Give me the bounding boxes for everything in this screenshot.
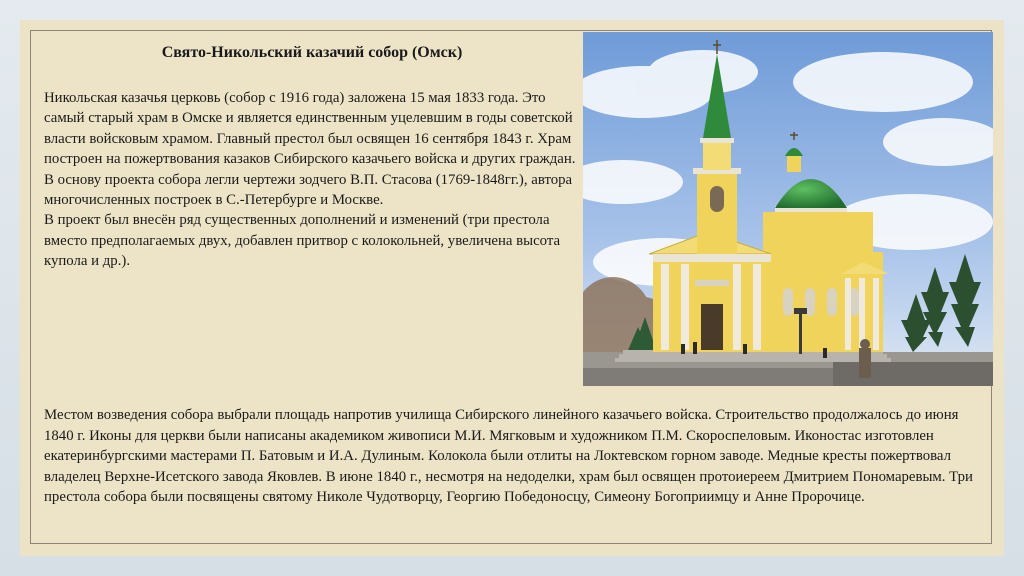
intro-line-3: В проект был внесён ряд существенных дополнений и изменений (три престола вместо предполагаемых двух, добавлен притвор с колокольней, увеличена высота купола и др.). <box>44 212 561 270</box>
intro-line-2: В основу проекта собора легли чертежи зодчего В.П. Стасова (1769-1848гг.), автора многочисленных построек в С.-Петербурге и Москве. <box>44 171 573 209</box>
history-paragraph: Местом возведения собора выбрали площадь напротив училища Сибирского линейного казачьего войска. Строительство продолжалось до июня 1840 г. Иконы для церкви были написаны академиком живописи М.И. Мягковым и художником П.М. Скороспеловым. Иконостас изготовлен екатеринбургскими мастерами П. Батовым и И.А. Дулиным. Колокола были отлиты на Локтевском горном заводе. Медные кресты пожертвовал владелец Верхне-Исетского завода Яковлев. В июне 1840 г., несмотря на недоделки, храм был освящен протоиереем Дмитрием Пономаревым. Три престола собора были посвящены святому Николе Чудотворцу, Георгию Победоносцу, Симеону Богоприимцу и Анне Пророчице. <box>44 407 973 506</box>
cathedral-photo <box>583 32 993 386</box>
cathedral-illustration <box>583 32 993 386</box>
intro-line-1: Никольская казачья церковь (собор с 1916 года) заложена 15 мая 1833 года. Это самый старый храм в Омске и является единственным уцелевшим в годы советской власти войсковым храмом. Главный престол был освящен 16 сентября 1843 г. Храм построен на пожертвования казаков Сибирского казачьего войска и других граждан. <box>44 90 576 168</box>
slide-title: Свято-Никольский казачий собор (Омск) <box>161 44 463 61</box>
intro-paragraph <box>44 88 580 272</box>
